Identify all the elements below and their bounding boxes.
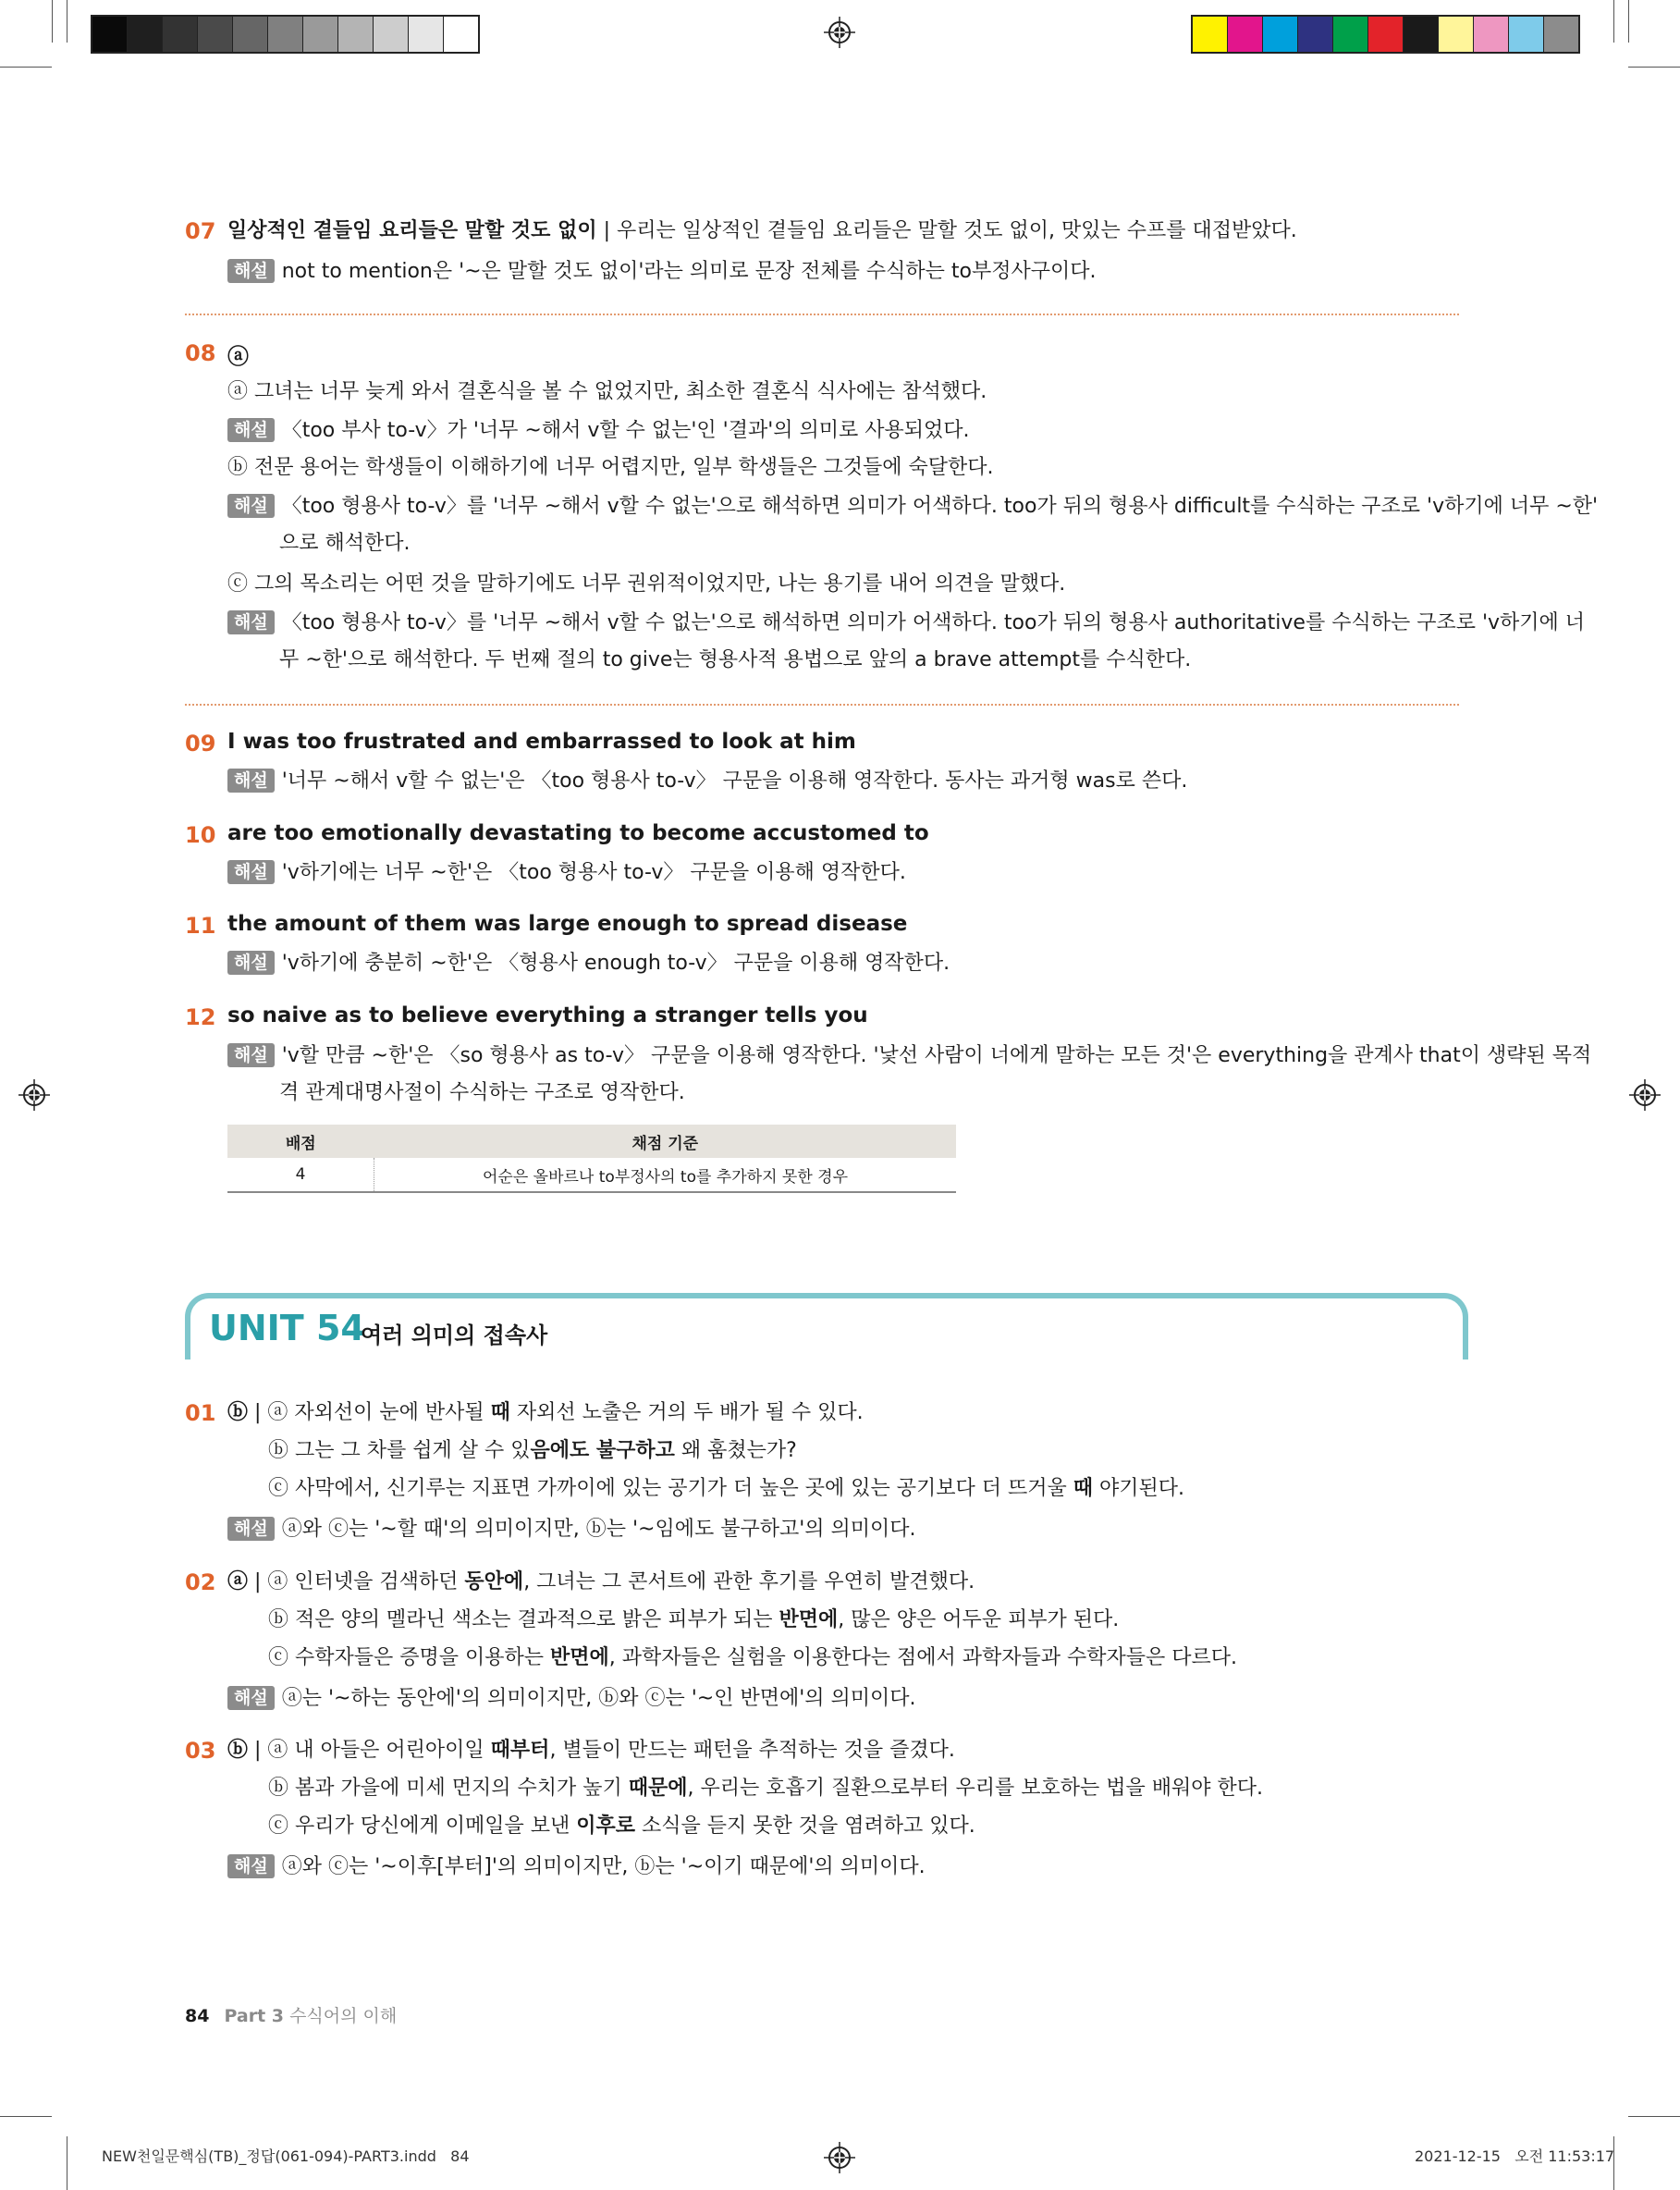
table-header: 배점	[227, 1125, 374, 1158]
answer-text: the amount of them was large enough to spread disease	[227, 912, 908, 936]
answer-text: are too emotionally devastating to become accustomed to	[227, 821, 929, 845]
explanation-badge: 해설	[227, 860, 275, 884]
explanation-text: ⓐ와 ⓒ는 '~할 때'의 의미이지만, ⓑ는 '~임에도 불구하고'의 의미이다.	[281, 1518, 916, 1541]
registration-mark-icon	[824, 17, 855, 48]
question-number: 03	[185, 1738, 216, 1764]
option-c-text: ⓒ 우리가 당신에게 이메일을 보낸 이후로 소식을 듣지 못한 것을 염려하고 있다.	[268, 1815, 975, 1838]
explanation-text-cont: 으로 해석한다.	[279, 532, 411, 555]
page-footer	[185, 2003, 397, 2029]
explanation-badge: 해설	[227, 418, 275, 442]
question-number: 07	[185, 218, 216, 244]
grayscale-color-bar	[91, 15, 480, 54]
explanation-text: 〈too 부사 to-v〉가 '너무 ~해서 v할 수 없는'인 '결과'의 의미로 사용되었다.	[281, 419, 970, 442]
answer-text: ⓑ	[227, 1401, 249, 1424]
explanation-badge: 해설	[227, 259, 275, 283]
explanation-badge: 해설	[227, 610, 275, 634]
explanation-line	[227, 860, 906, 886]
option-c-text: ⓒ 그의 목소리는 어떤 것을 말하기에도 너무 권위적이었지만, 나는 용기를 내어 의견을 말했다.	[227, 572, 1066, 596]
section-divider	[185, 704, 1459, 706]
option-b-text: ⓑ 봄과 가을에 미세 먼지의 수치가 높기 때문에, 우리는 호흡기 질환으로부터 우리를 보호하는 법을 배워야 한다.	[268, 1777, 1263, 1800]
explanation-line	[227, 1517, 916, 1543]
explanation-line	[227, 1686, 916, 1712]
slug-date: 2021-12-15 오전 11:53:17	[1415, 2147, 1615, 2165]
unit-title: 여러 의미의 접속사	[361, 1323, 548, 1348]
explanation-text: 'v하기에 충분히 ~한'은 〈형용사 enough to-v〉 구문을 이용해 영작한다.	[281, 952, 950, 975]
part-title: 수식어의 이해	[289, 2006, 398, 2026]
option-a-text: ⓐ 그녀는 너무 늦게 와서 결혼식을 볼 수 없었지만, 최소한 결혼식 식사에는 참석했다.	[227, 380, 987, 403]
table-cell: 어순은 올바르나 to부정사의 to를 추가하지 못한 경우	[374, 1158, 957, 1192]
crop-mark	[0, 67, 52, 68]
explanation-line	[227, 1854, 926, 1880]
answer-line: ⓑ | ⓐ 자외선이 눈에 반사될 때 자외선 노출은 거의 두 배가 될 수 있다.	[227, 1401, 864, 1424]
explanation-text-cont: 격 관계대명사절이 수식하는 구조로 영작한다.	[279, 1081, 685, 1104]
crop-mark	[1628, 2116, 1680, 2117]
explanation-text: 'v할 만큼 ~한'은 〈so 형용사 as to-v〉 구문을 이용해 영작한다. '낯선 사람이 너에게 말하는 모든 것'은 everything을 관계사 that이 생략된 목적	[281, 1044, 1592, 1067]
unit-number: UNIT 54	[209, 1308, 365, 1348]
scoring-table	[227, 1125, 956, 1193]
option-b-text: ⓑ 그는 그 차를 쉽게 살 수 있음에도 불구하고 왜 훔쳤는가?	[268, 1439, 797, 1462]
registration-mark-icon	[1629, 1079, 1661, 1111]
option-c-text: ⓒ 수학자들은 증명을 이용하는 반면에, 과학자들은 실험을 이용한다는 점에서 과학자들과 수학자들은 다르다.	[268, 1646, 1238, 1669]
option-b-text: ⓑ 적은 양의 멜라닌 색소는 결과적으로 밝은 피부가 되는 반면에, 많은 양은 어두운 피부가 된다.	[268, 1608, 1120, 1631]
explanation-line	[227, 951, 950, 977]
answer-text: 일상적인 곁들임 요리들은 말할 것도 없이	[227, 219, 597, 242]
question-number: 01	[185, 1400, 216, 1426]
explanation-line	[227, 769, 1187, 794]
answer-line: ⓐ | ⓐ 인터넷을 검색하던 동안에, 그녀는 그 콘서트에 관한 후기를 우연히 발견했다.	[227, 1570, 975, 1593]
explanation-text: 〈too 형용사 to-v〉를 '너무 ~해서 v할 수 없는'으로 해석하면 의미가 어색하다. too가 뒤의 형용사 authoritative를 수식하는 구조로 'v하기에 너	[281, 611, 1586, 634]
answer-text: I was too frustrated and embarrassed to look at him	[227, 730, 856, 754]
table-row	[227, 1158, 956, 1192]
crop-mark	[52, 0, 53, 43]
explanation-text: 'v하기에는 너무 ~한'은 〈too 형용사 to-v〉 구문을 이용해 영작한다.	[281, 861, 906, 884]
crop-mark	[1628, 67, 1680, 68]
explanation-text: '너무 ~해서 v할 수 없는'은 〈too 형용사 to-v〉 구문을 이용해 영작한다. 동사는 과거형 was로 쓴다.	[281, 769, 1188, 793]
answer-line	[227, 218, 1297, 244]
answer-text: ⓐ	[227, 1570, 249, 1593]
explanation-badge: 해설	[227, 1854, 275, 1878]
explanation-text: ⓐ와 ⓒ는 '~이후[부터]'의 의미이지만, ⓑ는 '~이기 때문에'의 의미이다.	[281, 1855, 926, 1878]
table-header: 채점 기준	[374, 1125, 957, 1158]
translation-text: | 우리는 일상적인 곁들임 요리들은 말할 것도 없이, 맛있는 수프를 대접받았다.	[596, 219, 1297, 242]
explanation-badge: 해설	[227, 1043, 275, 1067]
explanation-badge: 해설	[227, 769, 275, 793]
option-c-text: ⓒ 사막에서, 신기루는 지표면 가까이에 있는 공기가 더 높은 곳에 있는 공기보다 더 뜨거울 때 야기된다.	[268, 1477, 1184, 1500]
explanation-line	[227, 418, 970, 444]
table-cell: 4	[227, 1158, 374, 1192]
page-number: 84	[185, 2006, 210, 2026]
explanation-line	[227, 610, 1585, 636]
answer-text: so naive as to believe everything a stranger tells you	[227, 1003, 868, 1027]
question-number: 10	[185, 822, 216, 848]
answer-line: ⓑ | ⓐ 내 아들은 어린아이일 때부터, 별들이 만드는 패턴을 추적하는 것을 즐겼다.	[227, 1739, 955, 1762]
question-number: 12	[185, 1004, 216, 1030]
explanation-text-cont: 무 ~한'으로 해석한다. 두 번째 절의 to give는 형용사적 용법으로 앞의 a brave attempt를 수식한다.	[279, 648, 1192, 671]
crop-mark	[1613, 0, 1614, 43]
explanation-badge: 해설	[227, 1686, 275, 1710]
explanation-text: ⓐ는 '~하는 동안에'의 의미이지만, ⓑ와 ⓒ는 '~인 반면에'의 의미이다.	[281, 1687, 916, 1710]
part-label: Part 3	[224, 2006, 285, 2026]
explanation-line	[227, 1043, 1591, 1069]
explanation-badge: 해설	[227, 951, 275, 975]
explanation-line	[227, 494, 1598, 520]
slug-filename: NEW천일문핵심(TB)_정답(061-094)-PART3.indd 84	[102, 2147, 470, 2165]
answer-text: ⓑ	[227, 1739, 249, 1762]
registration-mark-icon	[18, 1079, 50, 1111]
explanation-text: not to mention은 '~은 말할 것도 없이'라는 의미로 문장 전체를 수식하는 to부정사구이다.	[281, 260, 1097, 283]
answer-text: ⓐ	[227, 345, 249, 369]
question-number: 09	[185, 731, 216, 757]
crop-mark	[0, 2116, 52, 2117]
crop-mark	[1628, 0, 1629, 43]
explanation-badge: 해설	[227, 1517, 275, 1541]
explanation-badge: 해설	[227, 494, 275, 518]
process-color-bar	[1191, 15, 1580, 54]
explanation-text: 〈too 형용사 to-v〉를 '너무 ~해서 v할 수 없는'으로 해석하면 의미가 어색하다. too가 뒤의 형용사 difficult를 수식하는 구조로 'v하기에 너무 ~한'	[281, 495, 1599, 518]
option-b-text: ⓑ 전문 용어는 학생들이 이해하기에 너무 어렵지만, 일부 학생들은 그것들에 숙달한다.	[227, 456, 994, 479]
question-number: 11	[185, 913, 216, 939]
section-divider	[185, 314, 1459, 315]
question-number: 08	[185, 340, 216, 366]
explanation-line	[227, 259, 1096, 285]
registration-mark-icon	[824, 2142, 855, 2173]
question-number: 02	[185, 1569, 216, 1595]
